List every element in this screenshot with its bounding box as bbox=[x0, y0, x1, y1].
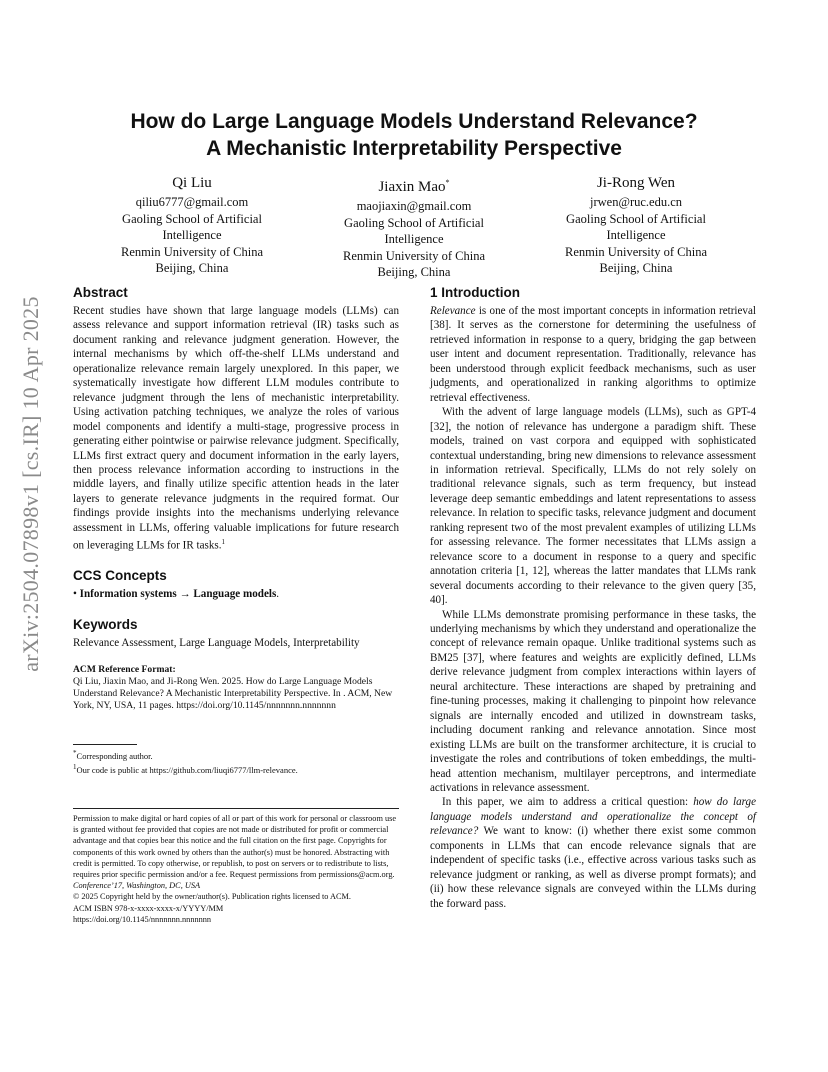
author-name: Ji-Rong Wen bbox=[596, 175, 676, 191]
author-name: Qi Liu bbox=[172, 175, 212, 191]
author-affiliation: Renmin University of China bbox=[343, 248, 485, 263]
intro-paragraph-1: Relevance is one of the most important concepts in information retrieval [38]. It serves as the cornerstone for determining the usefulness of retrieved information in response to a query, bridging the gap between user intent and document representation. Traditionally, relevance has been understood through explicit feedback mechanisms, such as user judgments, and operationalized in ranking algorithms to optimize retrieval effectiveness. bbox=[430, 305, 756, 404]
permission-notice: Permission to make digital or hard copies of all or part of this work for personal or classroom use is granted without fee provided that copies are not made or distributed for profit or commercial advantage and that copies bear this notice and the full citation on the first page. Copyrights for components of this work owned by others than the author(s) must be honored. Abstracting with credit is permitted. To copy otherwise, or republish, to post on servers or to redistribute to lists, requires prior specific permission and/or a fee. Request permissions from permissions@acm.org. bbox=[73, 813, 397, 879]
author-affiliation: Gaoling School of Artificial bbox=[566, 211, 706, 226]
author-location: Beijing, China bbox=[155, 261, 229, 275]
author-affiliation: Renmin University of China bbox=[565, 244, 707, 259]
author-affiliation: Gaoling School of Artificial bbox=[122, 211, 262, 226]
paper-title bbox=[80, 108, 748, 162]
footnote-1: *Corresponding author. bbox=[73, 749, 153, 762]
footnote-ref: 1 bbox=[221, 538, 226, 547]
title-line-2: A Mechanistic Interpretability Perspective bbox=[206, 137, 622, 160]
left-column bbox=[73, 284, 399, 925]
intro-paragraph-2: With the advent of large language models (LLMs), such as GPT-4 [32], the notion of relevance has undergone a paradigm shift. These models, trained on vast corpora and equipped with sophisticated contextual understanding, bring new dimensions to relevance assessment in information retrieval. Specifically, LLMs do not rely solely on traditional relevance signals, such as term frequency, but instead leverage deep semantic embeddings and latent representations to assess relevance. In relation to specific tasks, relevance judgment and document ranking represent two of the most prevalent examples of utilizing LLMs for assessing relevance. The former necessitates that LLMs assign a relevance score to a document in response to a query and specific annotation criteria [1, 12], whereas the latter mandates that LLMs rank several documents according to their relevance to the given query [35, 40]. bbox=[430, 406, 756, 607]
author-affiliation: Gaoling School of Artificial bbox=[344, 215, 484, 230]
author-affiliation: Renmin University of China bbox=[121, 244, 263, 259]
author-email: qiliu6777@gmail.com bbox=[135, 195, 249, 209]
right-column bbox=[430, 284, 756, 911]
acm-ref-text: Qi Liu, Jiaxin Mao, and Ji-Rong Wen. 2025. How do Large Language Models Understand Relevance? A Mechanistic Interpretability Perspective. In . ACM, New York, NY, USA, 11 pages. https://doi.org/10.1145/nnnnnnn.nnnnnnn bbox=[73, 676, 393, 712]
keywords-heading: Keywords bbox=[73, 616, 138, 632]
permission-rule bbox=[73, 808, 399, 809]
author-affiliation: Intelligence bbox=[606, 228, 666, 242]
author-location: Beijing, China bbox=[599, 261, 673, 275]
author-affiliation: Intelligence bbox=[162, 228, 222, 242]
abstract-heading: Abstract bbox=[73, 285, 128, 300]
keywords-text: Relevance Assessment, Large Language Models, Interpretability bbox=[73, 636, 360, 649]
author-block-2 bbox=[304, 172, 524, 281]
author-email: maojiaxin@gmail.com bbox=[356, 199, 472, 213]
acm-ref-heading: ACM Reference Format: bbox=[73, 664, 176, 676]
corresponding-author-mark: * bbox=[445, 178, 450, 187]
conference-info: Conference’17, Washington, DC, USA bbox=[73, 881, 201, 891]
author-name: Jiaxin Mao* bbox=[378, 178, 450, 195]
author-block-1 bbox=[82, 172, 302, 277]
abstract-text: Recent studies have shown that large language models (LLMs) can assess relevance and support information retrieval (IR) tasks such as document ranking and relevance judgment generation. However, the internal mechanisms by which off-the-shelf LLMs understand and operationalize relevance remain largely unexplored. In this paper, we systematically investigate how different LLM modules contribute to relevance judgment through the lens of mechanistic interpretability. Using activation patching techniques, we analyze the roles of various model components and identify a multi-stage, progressive process in generating either pointwise or pairwise relevance judgment. Specifically, LLMs first extract query and document information in the early layers, then process relevance information according to instructions in the middle layers, and finally utilize specific attention heads in the later layers to generate relevance judgments in the required format. Our findings provide insights into the mechanisms underlying relevance assessment in LLMs, offering valuable implications for future research on leveraging LLMs for IR tasks.$^1$ bbox=[73, 305, 399, 552]
author-location: Beijing, China bbox=[377, 265, 451, 279]
intro-paragraph-4: In this paper, we aim to address a critical question: how do large language models understand and operationalize the concept of relevance? We want to know: (i) whether there exist some common components in LLMs that can encode relevance signals that are independent of specific tasks (i.e., effective across various tasks such as relevance judgment or ranking, as well as diverse prompt formats); and (ii) how these relevance signals are conveyed within the LLMs during the forward pass. bbox=[430, 796, 756, 910]
footnote-rule bbox=[73, 744, 137, 745]
copyright-notice: © 2025 Copyright held by the owner/author(s). Publication rights licensed to ACM. bbox=[73, 892, 351, 902]
author-affiliation: Intelligence bbox=[384, 232, 444, 246]
title-line-1: How do Large Language Models Understand Relevance? bbox=[130, 110, 698, 133]
footnote-2: $^1$Our code is public at https://github.com/liuqi6777/llm-relevance. bbox=[73, 763, 298, 775]
intro-paragraph-3: While LLMs demonstrate promising performance in these tasks, the underlying mechanisms by which they understand and operationalize the concept of relevance remain opaque. Unlike traditional systems such as BM25 [37], where features and weights are explicitly defined, LLMs derive relevance judgment from complex interactions within layers of neural architecture. These interactions are shaped by pretraining and fine-tuning processes, making it challenging to pinpoint how relevance signals are internally encoded and utilized in downstream tasks, including document ranking and relevance annotation. Since most existing LLMs are built on the transformer architecture, it is crucial to investigate the roles and contributions of token embeddings, the multi-head attention mechanism, multilayer perceptrons, and intermediate activations in relevance assessment. bbox=[430, 608, 756, 794]
author-email: jrwen@ruc.edu.cn bbox=[589, 195, 683, 209]
ccs-heading: CCS Concepts bbox=[73, 568, 167, 584]
ccs-text: • Information systems → Language models. bbox=[73, 588, 280, 601]
author-block-3 bbox=[526, 172, 746, 277]
intro-heading: 1 Introduction bbox=[430, 285, 520, 300]
arxiv-watermark: arXiv:2504.07898v1 [cs.IR] 10 Apr 2025 bbox=[18, 296, 43, 672]
doi-link[interactable]: https://doi.org/10.1145/nnnnnnn.nnnnnnn bbox=[73, 914, 212, 924]
isbn: ACM ISBN 978-x-xxxx-xxxx-x/YYYY/MM bbox=[73, 903, 224, 913]
